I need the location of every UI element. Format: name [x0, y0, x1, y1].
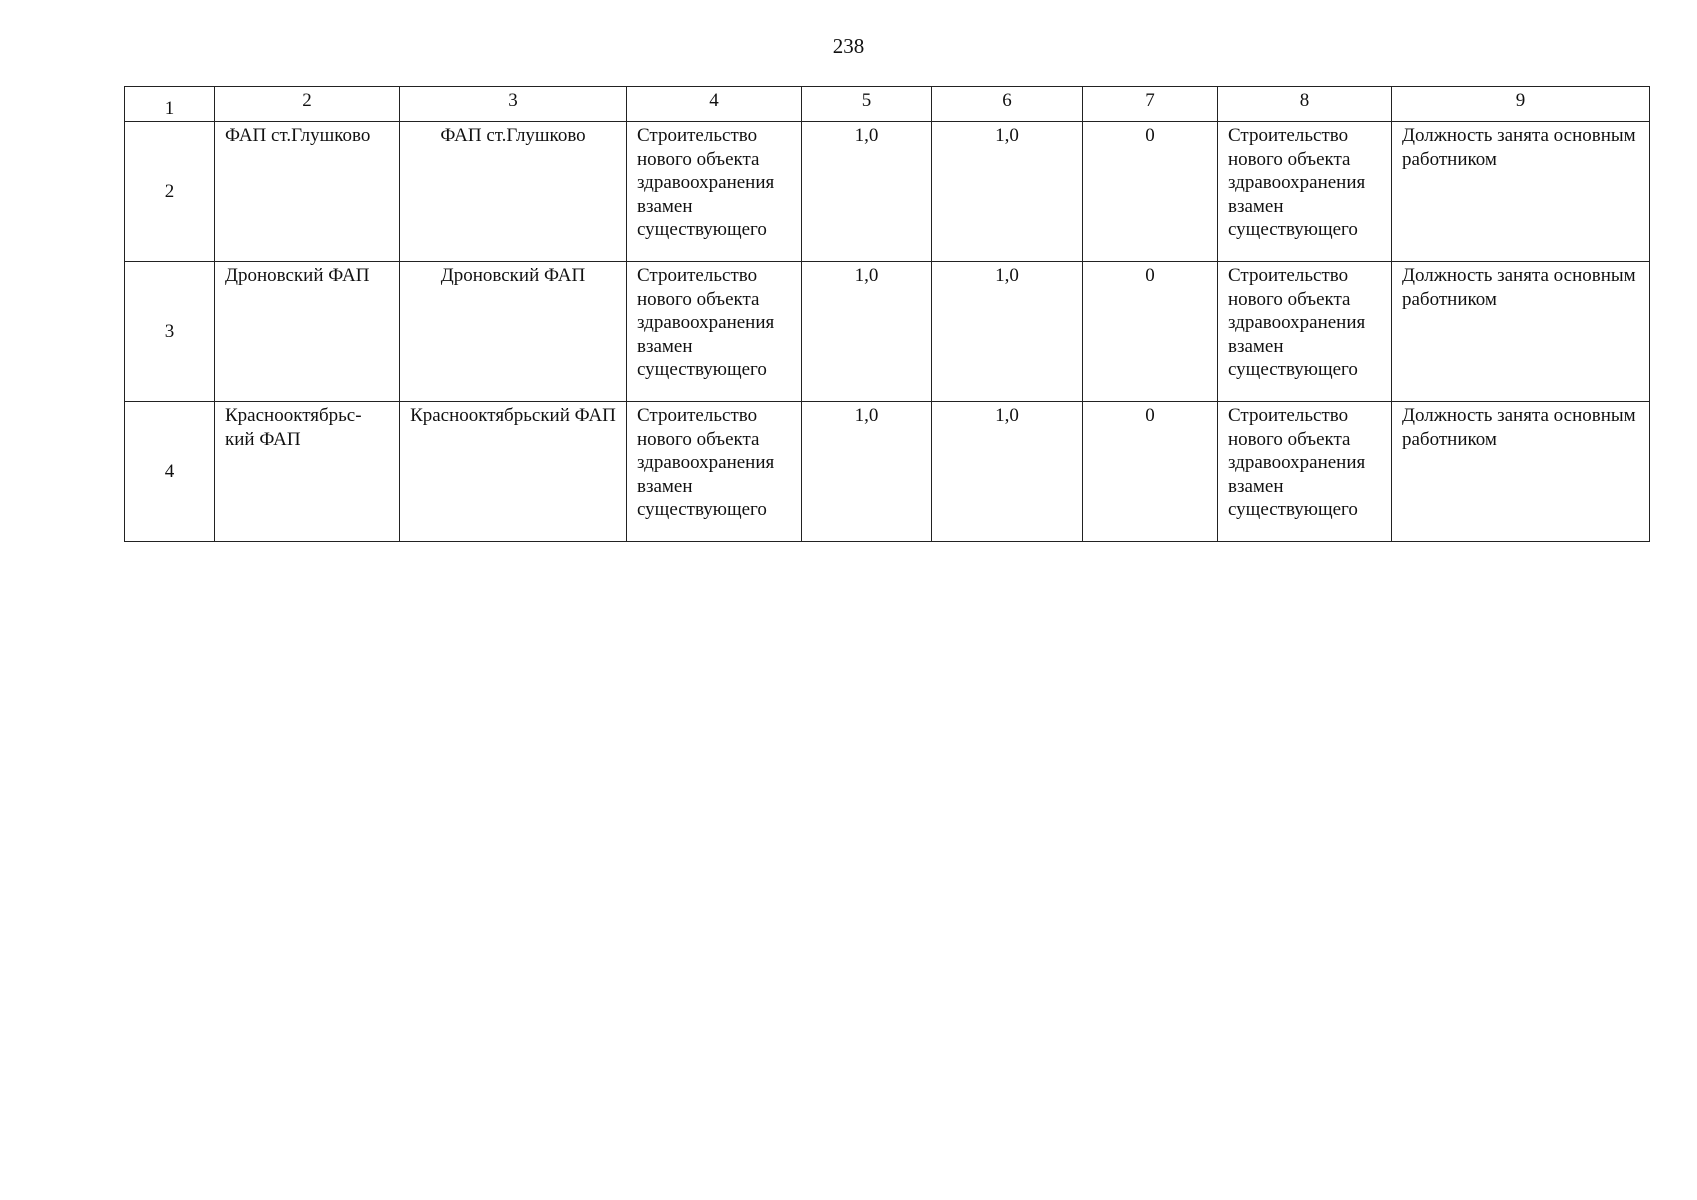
data-table: [124, 86, 1650, 542]
object-cell: Дроновский ФАП: [400, 262, 627, 402]
column-header: 8: [1218, 87, 1392, 122]
note-cell: Должность занята основным работником: [1392, 122, 1650, 262]
value-cell-7: 0: [1083, 262, 1218, 402]
column-header: 5: [802, 87, 932, 122]
measure2-cell: Строительство нового объекта здравоохранения взамен существующего: [1218, 262, 1392, 402]
column-header: 6: [932, 87, 1083, 122]
value-cell-5: 1,0: [802, 402, 932, 542]
row-number-cell: 3: [125, 262, 215, 402]
column-header: 7: [1083, 87, 1218, 122]
row-number-cell: 2: [125, 122, 215, 262]
name-cell: Дроновский ФАП: [215, 262, 400, 402]
value-cell-5: 1,0: [802, 262, 932, 402]
table-row: [125, 402, 1650, 542]
object-cell: Краснооктябрьский ФАП: [400, 402, 627, 542]
measure-cell: Строительство нового объекта здравоохранения взамен существующего: [627, 402, 802, 542]
measure2-cell: Строительство нового объекта здравоохранения взамен существующего: [1218, 122, 1392, 262]
measure-cell: Строительство нового объекта здравоохранения взамен существующего: [627, 262, 802, 402]
row-number-cell: 4: [125, 402, 215, 542]
column-header: 9: [1392, 87, 1650, 122]
table-row: [125, 262, 1650, 402]
measure2-cell: Строительство нового объекта здравоохранения взамен существующего: [1218, 402, 1392, 542]
column-header: 4: [627, 87, 802, 122]
page-number: 238: [832, 34, 865, 58]
name-cell: ФАП ст.Глушково: [215, 122, 400, 262]
object-cell: ФАП ст.Глушково: [400, 122, 627, 262]
value-cell-6: 1,0: [932, 402, 1083, 542]
value-cell-6: 1,0: [932, 262, 1083, 402]
measure-cell: Строительство нового объекта здравоохранения взамен существующего: [627, 122, 802, 262]
column-header: 1: [125, 87, 215, 122]
value-cell-6: 1,0: [932, 122, 1083, 262]
table-header-row: [125, 87, 1650, 122]
table-row: [125, 122, 1650, 262]
column-header: 3: [400, 87, 627, 122]
value-cell-7: 0: [1083, 122, 1218, 262]
note-cell: Должность занята основным работником: [1392, 402, 1650, 542]
value-cell-5: 1,0: [802, 122, 932, 262]
note-cell: Должность занята основным работником: [1392, 262, 1650, 402]
column-header: 2: [215, 87, 400, 122]
name-cell: Краснооктябрьс-кий ФАП: [215, 402, 400, 542]
value-cell-7: 0: [1083, 402, 1218, 542]
